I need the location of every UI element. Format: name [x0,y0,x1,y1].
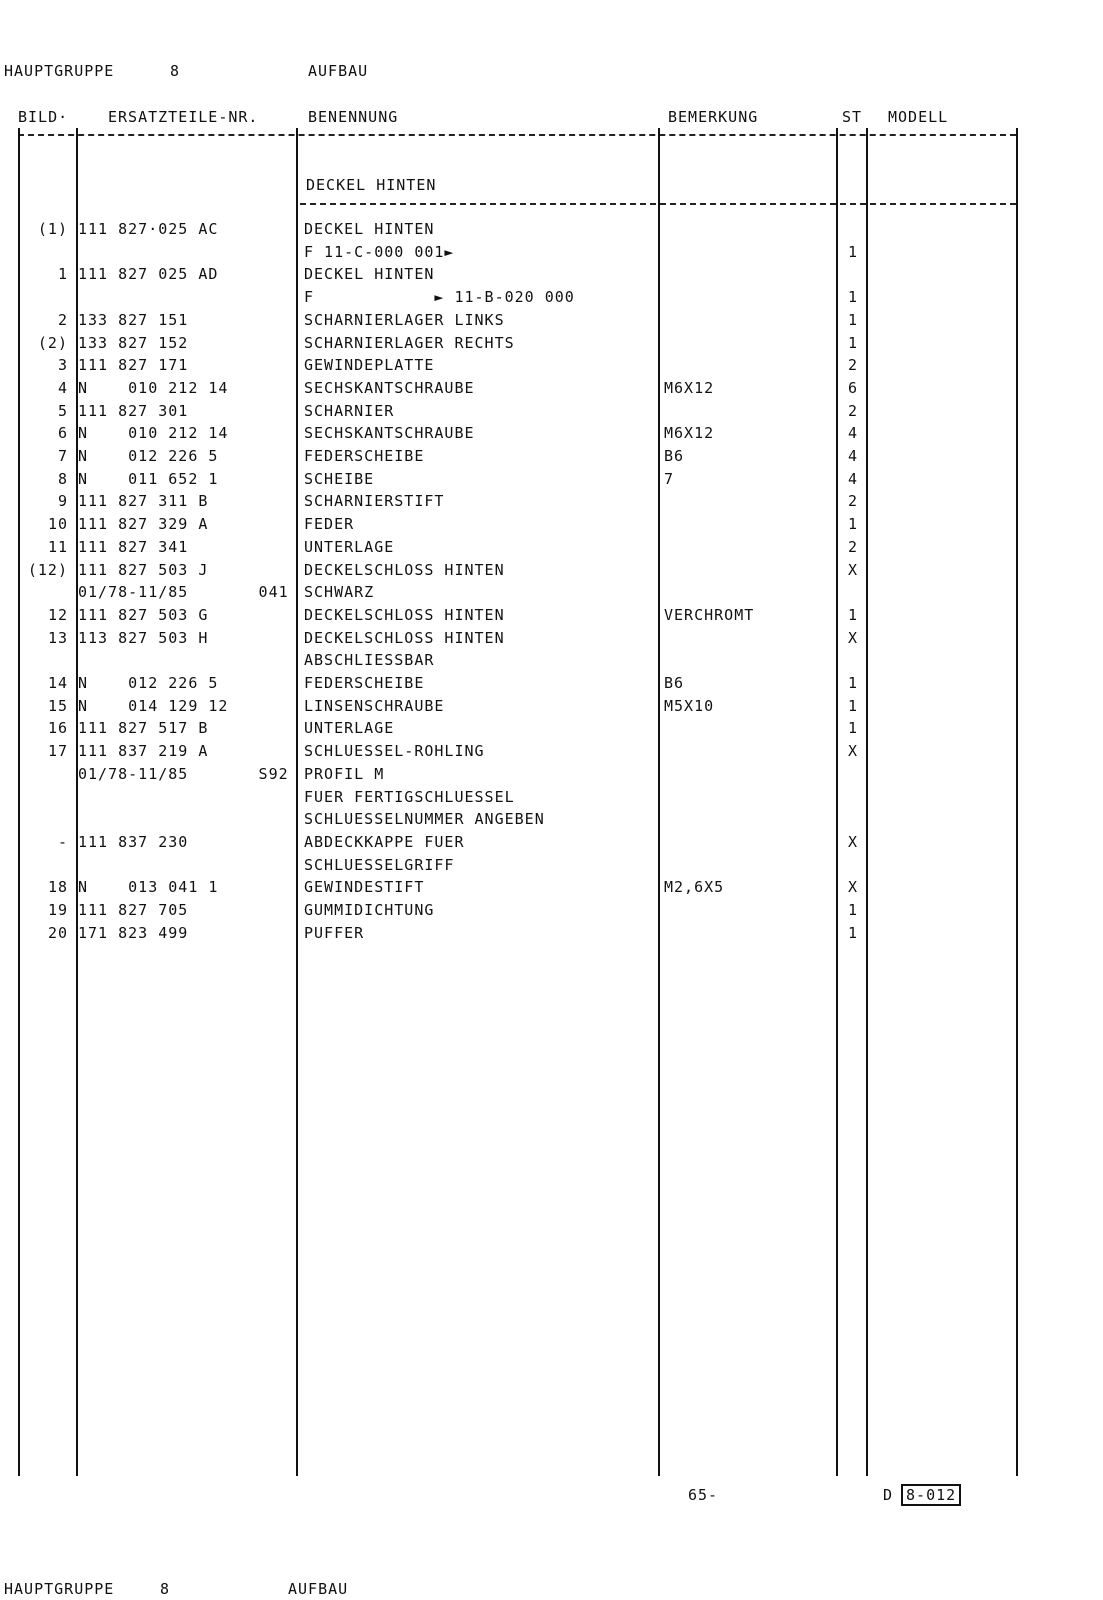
row-description: DECKEL HINTEN [304,265,435,284]
row-part-number: 133 827 151 [78,310,189,329]
row-description: SCHEIBE [304,469,375,488]
row-description: GEWINDESTIFT [304,878,425,897]
row-description: FEDER [304,515,355,534]
row-part-number: 111 837 219 A [78,742,209,761]
row-part-number: 111 827 341 [78,537,189,556]
row-remark: M5X10 [664,696,715,715]
row-part-number: 01/78-11/85 041 [78,583,289,602]
row-bild: 17 [47,742,68,761]
row-part-number: 111 837 230 [78,832,189,851]
row-description: DECKELSCHLOSS HINTEN [304,628,505,647]
row-quantity: 1 [847,674,859,692]
row-quantity: 4 [847,447,859,465]
group-number: 8 [170,62,181,80]
col-bild: BILD· [18,108,69,126]
row-quantity: 1 [847,923,859,942]
page-code [883,1486,961,1504]
row-description: SCHARNIERLAGER RECHTS [304,333,515,352]
row-bild: 3 [57,356,68,375]
row-description: GEWINDEPLATTE [304,356,435,375]
group-label-bottom: HAUPTGRUPPE [4,1580,115,1598]
table-row [0,309,1103,331]
table-row [0,695,1103,717]
row-part-number: 01/78-11/85 S92 [78,764,289,783]
row-description: UNTERLAGE [304,719,395,738]
row-description: FUER FERTIGSCHLUESSEL [304,787,515,806]
row-quantity: X [847,742,859,761]
row-description: DECKELSCHLOSS HINTEN [304,560,505,579]
table-row [0,286,1103,308]
row-quantity: 1 [847,242,859,261]
table-row [0,241,1103,263]
row-bild: 12 [47,605,68,624]
section-title: DECKEL HINTEN [306,176,437,194]
row-part-number: 111 827 025 AD [78,265,219,284]
row-bild: 16 [47,719,68,738]
row-description: SCHLUESSELGRIFF [304,855,455,874]
row-quantity: 1 [847,310,859,329]
col-modell: MODELL [888,108,949,126]
row-description: DECKELSCHLOSS HINTEN [304,605,505,624]
row-description: SECHSKANTSCHRAUBE [304,424,475,443]
row-part-number: 111 827 503 J [78,560,209,579]
table-row [0,649,1103,671]
table-row [0,400,1103,422]
table-row [0,876,1103,898]
row-quantity: 6 [847,378,859,397]
table-row [0,559,1103,581]
col-st: ST [842,108,863,126]
row-remark: M2,6X5 [664,878,725,897]
row-description: DECKEL HINTEN [304,220,435,238]
row-quantity: 4 [847,424,859,443]
row-description: SCHLUESSELNUMMER ANGEBEN [304,810,545,829]
section-code-box: 8-012 [901,1484,961,1506]
row-bild: 15 [47,696,68,715]
row-part-number: 111 827 301 [78,401,189,420]
table-row [0,263,1103,285]
row-quantity: 2 [847,492,859,511]
row-bild: (12) [27,560,68,579]
table-row [0,536,1103,558]
table-row [0,513,1103,535]
row-description: F 11-C-000 001► [304,242,455,261]
row-quantity: 1 [847,288,859,307]
row-quantity: X [847,628,859,647]
row-bild: (2) [37,333,68,352]
row-quantity: 2 [847,537,859,556]
col-ersatzteile-nr: ERSATZTEILE-NR. [108,108,259,126]
row-part-number: N 011 652 1 [78,469,219,488]
row-bild: 13 [47,628,68,647]
table-row [0,627,1103,649]
row-part-number: 171 823 499 [78,923,189,942]
row-part-number: N 012 226 5 [78,447,219,465]
row-quantity: X [847,878,859,897]
row-part-number: 111 827 517 B [78,719,209,738]
row-remark: M6X12 [664,378,715,397]
row-quantity: X [847,832,859,851]
table-row [0,377,1103,399]
row-quantity: 1 [847,515,859,534]
table-row [0,831,1103,853]
row-bild: 20 [47,923,68,942]
row-description: ABSCHLIESSBAR [304,651,435,670]
row-description: SECHSKANTSCHRAUBE [304,378,475,397]
row-description: FEDERSCHEIBE [304,674,425,692]
table-row [0,581,1103,603]
table-row [0,332,1103,354]
row-part-number: 111 827 329 A [78,515,209,534]
row-quantity: 2 [847,356,859,375]
row-bild: 11 [47,537,68,556]
row-bild: (1) [37,220,68,238]
row-quantity: 1 [847,696,859,715]
row-part-number: N 010 212 14 [78,378,229,397]
row-quantity: 1 [847,901,859,919]
row-description: SCHARNIERLAGER LINKS [304,310,505,329]
row-quantity: 4 [847,469,859,488]
table-row [0,922,1103,944]
row-remark: VERCHROMT [664,605,755,624]
row-part-number: 111 827 171 [78,356,189,375]
row-bild: 7 [57,447,68,465]
row-quantity: 1 [847,333,859,352]
table-row [0,808,1103,830]
table-row [0,763,1103,785]
row-part-number: 113 827 503 H [78,628,209,647]
col-bemerkung: BEMERKUNG [668,108,759,126]
row-bild: 18 [47,878,68,897]
row-remark: B6 [664,447,685,465]
row-remark: M6X12 [664,424,715,443]
row-description: GUMMIDICHTUNG [304,901,435,919]
row-description: UNTERLAGE [304,537,395,556]
table-row [0,854,1103,876]
row-quantity: 1 [847,719,859,738]
row-description: ABDECKKAPPE FUER [304,832,465,851]
table-row [0,786,1103,808]
row-description: SCHLUESSEL-ROHLING [304,742,485,761]
row-bild: 8 [57,469,68,488]
row-part-number: 111 827 705 [78,901,189,919]
table-row [0,218,1103,240]
table-row [0,740,1103,762]
row-description: LINSENSCHRAUBE [304,696,445,715]
col-benennung: BENENNUNG [308,108,399,126]
row-quantity: X [847,560,859,579]
group-number-bottom: 8 [160,1580,171,1598]
page-number: 65- [688,1486,719,1504]
group-name-bottom: AUFBAU [288,1580,349,1598]
table-row [0,354,1103,376]
row-bild: 1 [57,265,68,284]
row-part-number: N 013 041 1 [78,878,219,897]
row-description: F ► 11-B-020 000 [304,288,575,307]
row-description: FEDERSCHEIBE [304,447,425,465]
row-bild: 9 [57,492,68,511]
row-bild: 2 [57,310,68,329]
table-row [0,672,1103,694]
row-part-number: 111 827 503 G [78,605,209,624]
row-part-number: 111 827 311 B [78,492,209,511]
row-bild: 19 [47,901,68,919]
row-part-number: N 014 129 12 [78,696,229,715]
row-part-number: 133 827 152 [78,333,189,352]
table-row [0,490,1103,512]
group-label: HAUPTGRUPPE [4,62,115,80]
row-bild: 5 [57,401,68,420]
row-bild: 10 [47,515,68,534]
row-quantity: 2 [847,401,859,420]
row-description: SCHARNIERSTIFT [304,492,445,511]
table-row [0,899,1103,921]
row-part-number: N 010 212 14 [78,424,229,443]
table-row [0,445,1103,467]
row-bild: 6 [57,424,68,443]
row-bild: - [57,832,68,851]
row-part-number: N 012 226 5 [78,674,219,692]
row-remark: 7 [664,469,675,488]
row-bild: 4 [57,378,68,397]
row-description: SCHWARZ [304,583,375,602]
language-code: D [883,1486,894,1504]
row-description: PUFFER [304,923,365,942]
table-row [0,717,1103,739]
table-row [0,468,1103,490]
table-row [0,604,1103,626]
row-bild: 14 [47,674,68,692]
row-part-number: 111 827·025 AC [78,220,219,238]
row-quantity: 1 [847,605,859,624]
row-description: SCHARNIER [304,401,395,420]
row-remark: B6 [664,674,685,692]
table-row [0,422,1103,444]
row-description: PROFIL M [304,764,385,783]
group-name: AUFBAU [308,62,369,80]
